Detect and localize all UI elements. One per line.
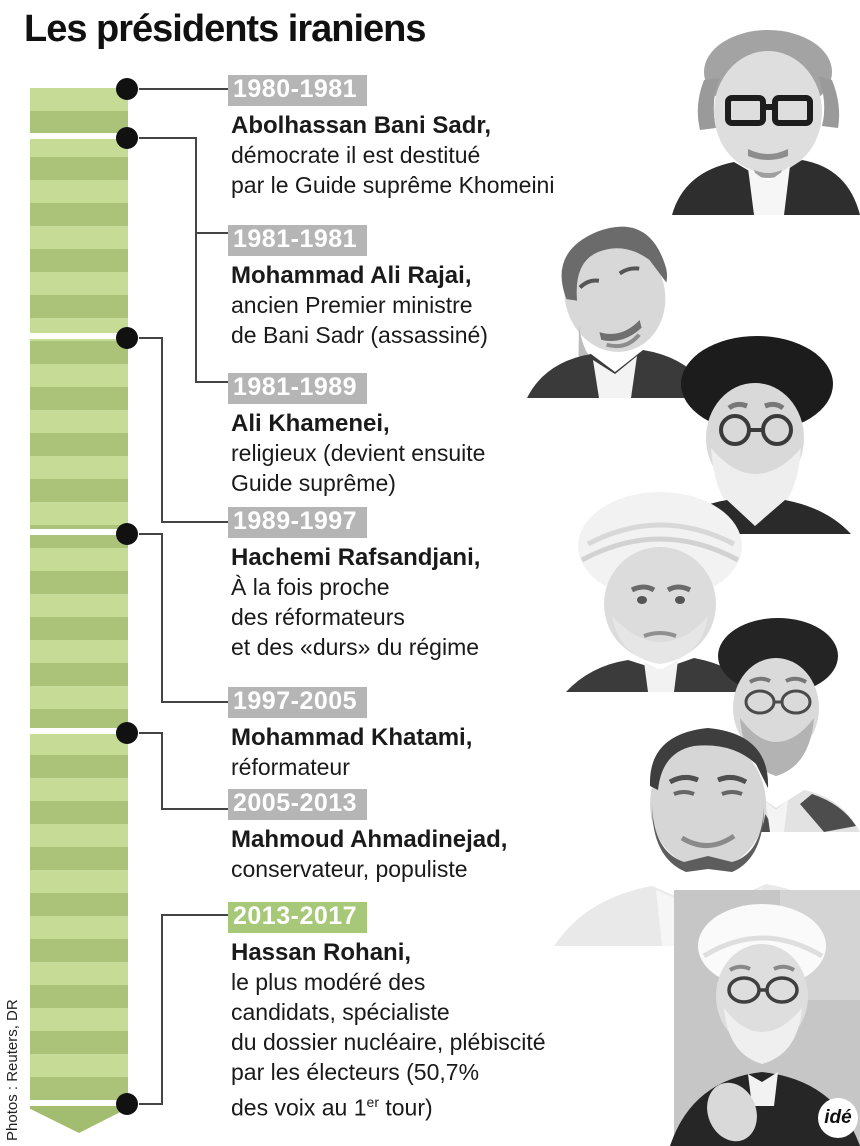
ribbon-segment-gap xyxy=(30,529,128,535)
desc-superscript: er xyxy=(366,1094,379,1110)
timeline-entry xyxy=(228,687,472,782)
page-title: Les présidents iraniens xyxy=(24,8,426,50)
connector-line xyxy=(161,337,163,523)
connector-line xyxy=(163,521,229,523)
president-name: Hachemi Rafsandjani, xyxy=(231,544,481,571)
president-name: Abolhassan Bani Sadr, xyxy=(231,112,492,139)
connector-line xyxy=(139,732,163,734)
connector-line xyxy=(139,533,163,535)
president-desc-line: du dossier nucléaire, plébiscité xyxy=(231,1029,546,1055)
president-desc-line: des réformateurs xyxy=(231,604,405,630)
timeline-arrow-tip xyxy=(30,1106,128,1133)
period-badge: 2005-2013 xyxy=(228,789,367,820)
president-desc-line xyxy=(231,1087,546,1123)
president-name: Mohammad Ali Rajai, xyxy=(231,262,472,289)
desc-prefix: des voix au 1 xyxy=(231,1094,367,1121)
connector-line xyxy=(139,137,197,139)
connector-line xyxy=(197,381,229,383)
president-desc-line: Guide suprême) xyxy=(231,470,396,496)
connector-line xyxy=(163,808,229,810)
period-badge: 1980-1981 xyxy=(228,75,367,106)
period-badge: 1981-1981 xyxy=(228,225,367,256)
president-desc-line: de Bani Sadr (assassiné) xyxy=(231,322,488,348)
president-name: Mohammad Khatami, xyxy=(231,724,473,751)
timeline-entry xyxy=(228,75,554,200)
timeline-dot-1997 xyxy=(116,523,138,545)
president-name: Hassan Rohani, xyxy=(231,939,412,966)
connector-line xyxy=(161,732,163,810)
ide-logo: idé xyxy=(818,1098,858,1138)
desc-suffix: tour) xyxy=(378,1094,433,1121)
timeline-entry xyxy=(228,789,507,884)
period-badge: 1981-1989 xyxy=(228,373,367,404)
president-name: Ali Khamenei, xyxy=(231,410,390,437)
photo-credit: Photos : Reuters, DR xyxy=(4,999,21,1141)
president-desc-line: et des «durs» du régime xyxy=(231,634,480,660)
ribbon-segment-gap xyxy=(30,333,128,339)
timeline-entry xyxy=(228,373,485,498)
connector-line xyxy=(163,701,229,703)
connector-line xyxy=(139,88,229,90)
president-desc-line: conservateur, populiste xyxy=(231,856,468,882)
president-desc-line: candidats, spécialiste xyxy=(231,999,450,1025)
president-desc-line: À la fois proche xyxy=(231,574,390,600)
timeline-entry xyxy=(228,902,546,1123)
connector-line xyxy=(139,1103,163,1105)
timeline-dot-1981 xyxy=(116,127,138,149)
period-badge: 2013-2017 xyxy=(228,902,367,933)
president-desc-line: religieux (devient ensuite xyxy=(231,440,486,466)
timeline-dot-1980 xyxy=(116,78,138,100)
photo-bani-sadr xyxy=(650,10,860,215)
connector-line xyxy=(139,337,163,339)
president-desc-line: le plus modéré des xyxy=(231,969,426,995)
timeline-dot-2013 xyxy=(116,1093,138,1115)
timeline-entry xyxy=(228,225,488,350)
president-desc-line: réformateur xyxy=(231,754,350,780)
timeline-dot-1989 xyxy=(116,327,138,349)
timeline-dot-2005 xyxy=(116,722,138,744)
timeline-entry xyxy=(228,507,480,662)
president-desc-line: démocrate il est destitué xyxy=(231,142,481,168)
connector-line xyxy=(163,914,229,916)
connector-line xyxy=(195,137,197,383)
president-desc-line: ancien Premier ministre xyxy=(231,292,473,318)
connector-line xyxy=(197,232,229,234)
period-badge: 1989-1997 xyxy=(228,507,367,538)
ribbon-segment-gap xyxy=(30,728,128,734)
connector-line xyxy=(161,533,163,703)
president-desc-line: par le Guide suprême Khomeini xyxy=(231,172,555,198)
ribbon-segment-gap xyxy=(30,133,128,139)
timeline-ribbon xyxy=(30,88,128,1100)
connector-line xyxy=(161,914,163,1105)
president-name: Mahmoud Ahmadinejad, xyxy=(231,826,508,853)
period-badge: 1997-2005 xyxy=(228,687,367,718)
president-desc-line: par les électeurs (50,7% xyxy=(231,1059,480,1085)
